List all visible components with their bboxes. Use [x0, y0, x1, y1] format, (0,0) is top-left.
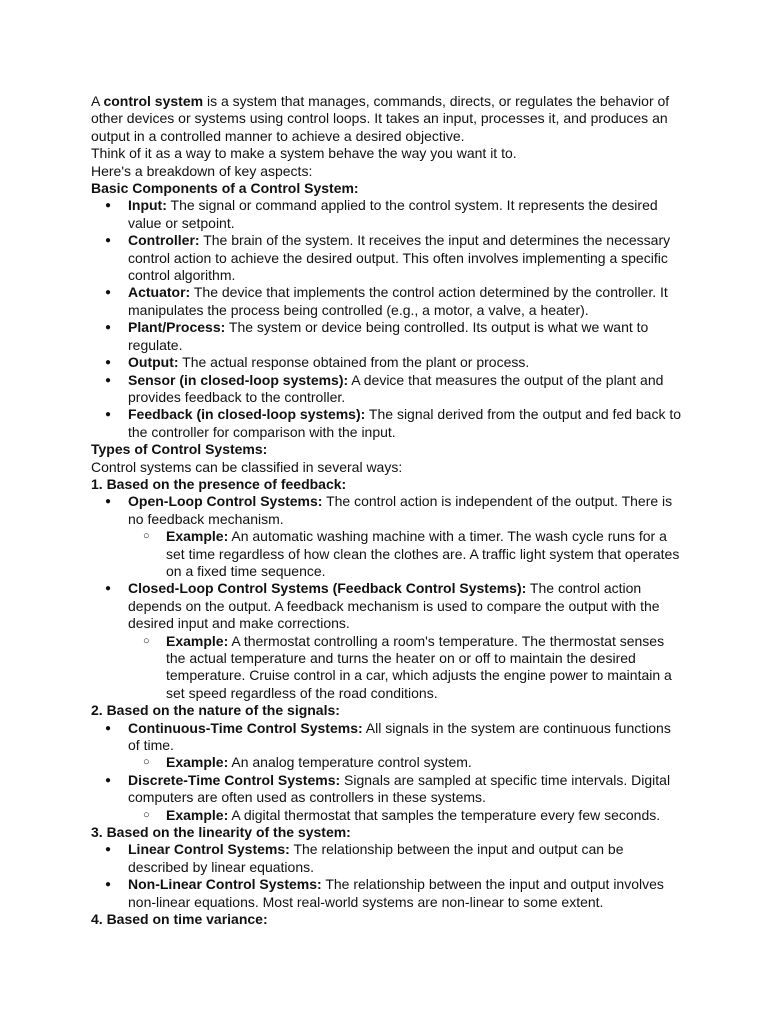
list-item — [91, 493, 681, 580]
example-item — [128, 754, 681, 771]
item-text: The signal or command applied to the control system. It represents the desired value or setpoint. — [128, 197, 658, 231]
item-text: The relationship between the input and output can be described by linear equations. — [128, 841, 624, 875]
list-item — [91, 580, 681, 702]
example-term: Example: — [166, 632, 229, 649]
item-term: Controller: — [128, 232, 200, 249]
list-item — [91, 232, 681, 284]
list-item — [91, 841, 681, 876]
item-text: The control action is independent of the output. There is no feedback mechanism. — [128, 493, 673, 527]
section-1-heading — [91, 476, 681, 493]
example-item — [128, 528, 681, 580]
item-text: Signals are sampled at specific time intervals. Digital computers are often used as controllers in these systems. — [128, 771, 671, 806]
section-1-heading-text: 1. Based on the presence of feedback: — [91, 475, 347, 492]
item-text: The brain of the system. It receives the input and determines the necessary control action to achieve the desired output. This often involves implementing a specific control algorithm. — [128, 232, 671, 284]
list-item — [91, 372, 681, 407]
sub-list — [128, 528, 681, 580]
example-text: A digital thermostat that samples the temperature every few seconds. — [228, 806, 661, 823]
sub-list — [128, 633, 681, 703]
item-term: Input: — [128, 197, 167, 214]
item-text: The relationship between the input and output involves non-linear equations. Most real-world systems are non-linear to some extent. — [128, 876, 664, 910]
section-2-list — [91, 720, 681, 824]
example-text: A thermostat controlling a room's temperature. The thermostat senses the actual temperature and turns the heater on or off to maintain the desired temperature. Cruise control in a car, which adjusts the engine power to maintain a set speed regardless of the road conditions. — [166, 632, 672, 701]
item-term: Sensor (in closed-loop systems): — [128, 371, 349, 388]
item-term: Feedback (in closed-loop systems): — [128, 406, 366, 423]
section-1-list — [91, 493, 681, 702]
sub-list — [128, 807, 681, 824]
section-3-heading — [91, 824, 681, 841]
intro-paragraph — [91, 93, 681, 145]
item-term: Plant/Process: — [128, 319, 226, 336]
types-intro: Control systems can be classified in several ways: — [91, 458, 403, 475]
item-term: Output: — [128, 354, 179, 371]
intro-text-start: A — [91, 93, 104, 109]
example-term: Example: — [166, 806, 229, 823]
example-text: An analog temperature control system. — [228, 754, 472, 771]
sub-list — [128, 754, 681, 771]
example-text: An automatic washing machine with a timer. The wash cycle runs for a set time regardless of how clean the clothes are. A traffic light system that operates on a fixed time sequence. — [166, 528, 680, 579]
types-heading — [91, 441, 681, 458]
item-text: The system or device being controlled. Its output is what we want to regulate. — [128, 319, 649, 353]
item-term: Discrete-Time Control Systems: — [128, 771, 341, 788]
item-term: Non-Linear Control Systems: — [128, 876, 322, 893]
intro-term: control system — [103, 93, 204, 109]
list-item — [91, 876, 681, 911]
example-item — [128, 807, 681, 824]
item-term: Open-Loop Control Systems: — [128, 493, 323, 510]
item-text: A device that measures the output of the plant and provides feedback to the controller. — [128, 371, 664, 405]
intro-breakdown: Here's a breakdown of key aspects: — [91, 162, 313, 179]
list-item — [91, 772, 681, 824]
example-term: Example: — [166, 528, 229, 545]
list-item — [91, 284, 681, 319]
item-text: The device that implements the control action determined by the controller. It manipulates the process being controlled (e.g., a motor, a valve, a heater). — [128, 284, 668, 318]
list-item — [91, 319, 681, 354]
list-item — [91, 197, 681, 232]
item-text: The control action depends on the output. A feedback mechanism is used to compare the output with the desired input and make corrections. — [128, 580, 660, 632]
section-2-heading — [91, 702, 681, 719]
item-term: Closed-Loop Control Systems (Feedback Control Systems): — [128, 580, 527, 597]
item-text: All signals in the system are continuous functions of time. — [128, 719, 671, 754]
example-term: Example: — [166, 754, 229, 771]
document-page — [91, 93, 681, 929]
section-3-list — [91, 841, 681, 911]
intro-analogy: Think of it as a way to make a system behave the way you want it to. — [91, 145, 517, 162]
section-4-heading — [91, 911, 681, 928]
list-item — [91, 406, 681, 441]
components-heading — [91, 180, 681, 197]
section-2-heading-text: 2. Based on the nature of the signals: — [91, 702, 340, 719]
components-heading-text: Basic Components of a Control System: — [91, 180, 359, 197]
list-item — [91, 354, 681, 371]
section-3-heading-text: 3. Based on the linearity of the system: — [91, 824, 351, 841]
item-text: The actual response obtained from the plant or process. — [178, 354, 530, 371]
components-list — [91, 197, 681, 441]
item-term: Actuator: — [128, 284, 191, 301]
intro-text-rest: is a system that manages, commands, directs, or regulates the behavior of other devices or systems using control loops. It takes an input, processes it, and produces an output in a controlled manner to achieve a desired objective. — [91, 93, 670, 144]
item-term: Continuous-Time Control Systems: — [128, 719, 363, 736]
list-item — [91, 720, 681, 772]
item-text: The signal derived from the output and fed back to the controller for comparison with the input. — [128, 406, 682, 440]
item-term: Linear Control Systems: — [128, 841, 290, 858]
types-heading-text: Types of Control Systems: — [91, 441, 268, 458]
example-item — [128, 633, 681, 703]
section-4-heading-text: 4. Based on time variance: — [91, 911, 268, 928]
